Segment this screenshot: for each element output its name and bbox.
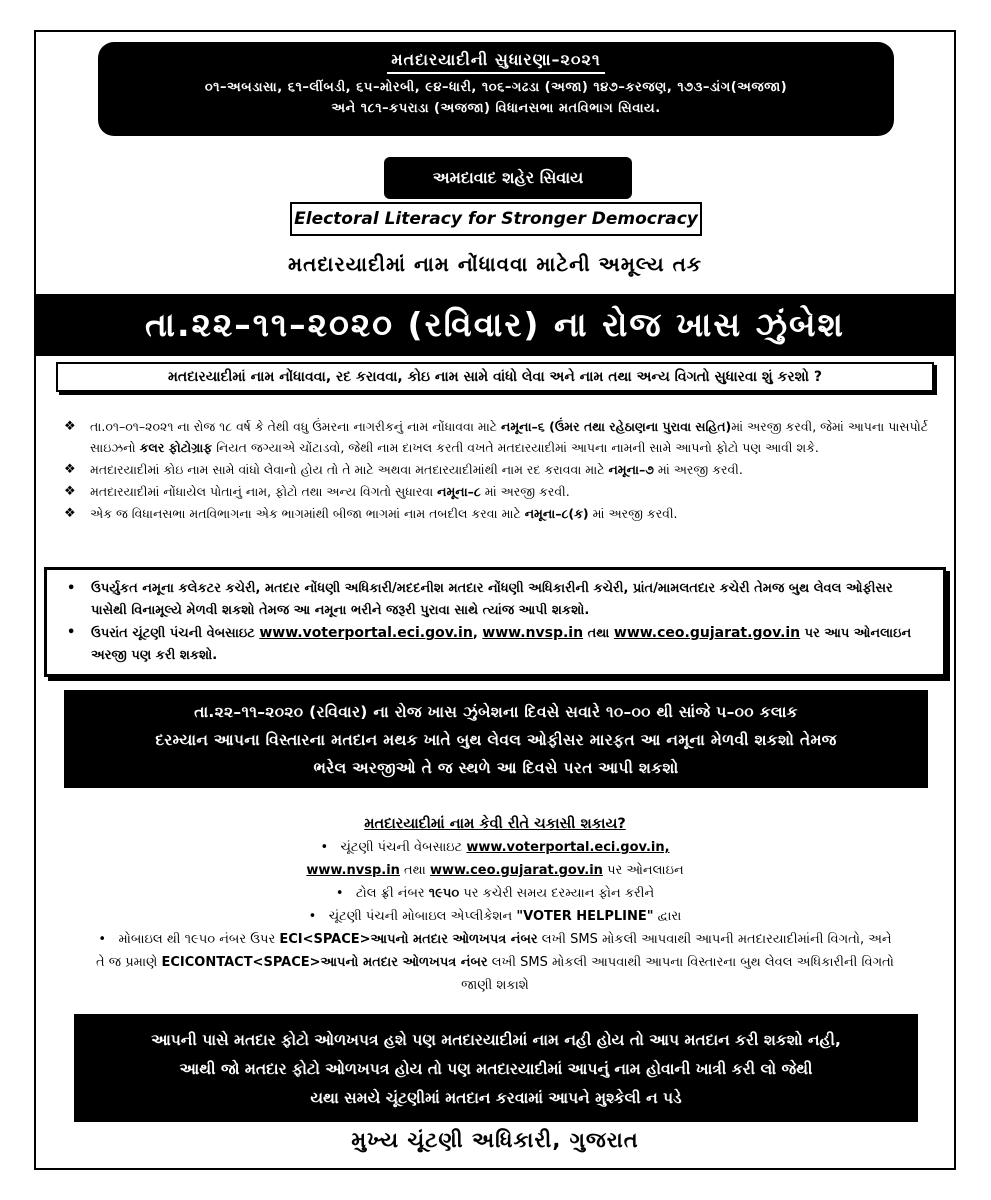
drive-timing-box: તા.૨૨–૧૧–૨૦૨૦ (રવિવાર) ના રોજ ખાસ ઝુંબેશના દિવસે સવારે ૧૦–૦૦ થી સાંજે ૫–૦૦ કલાક દરમ્યાન આપના વિસ્તારના મતદાન મથક ખાતે બુથ લેવલ ઓફીસર મારફત આ નમૂના મેળવી શકશો તેમજ ભરેલ અરજીઓ તે જ સ્થળે આ દિવસે પરત આપી શકશો	[64, 690, 928, 788]
bullet-icon: •	[98, 932, 107, 947]
diamond-bullet-icon: ❖	[64, 419, 76, 434]
voterportal-link[interactable]: www.voterportal.eci.gov.in,	[466, 840, 670, 855]
slogan: Electoral Literacy for Stronger Democracy	[290, 202, 702, 236]
diamond-bullet-icon: ❖	[64, 462, 76, 477]
procedure-item: ❖ મતદારયાદીમાં કોઇ નામ સામે વાંધો લેવાનો હોય તો તે માટે અથવા મતદારયાદીમાંથી નામ રદ કરાવવા માટે નમૂના–૭ માં અરજી કરવી.	[62, 459, 932, 480]
nvsp-link[interactable]: www.nvsp.in	[306, 863, 400, 878]
bullet-icon: •	[320, 840, 329, 855]
form-availability-box	[44, 567, 946, 677]
check-item-sms: • મોબાઇલ થી ૧૯૫૦ નંબર ઉપર ECI<SPACE>આપનો મતદાર ઓળખપત્ર નંબર લખી SMS મોકલી આપવાથી આપની મતદારયાદીમાંની વિગતો, અને તે જ પ્રમાણે ECICONTACT<SPACE>આપનો મતદાર ઓળખપત્ર નંબર લખી SMS મોકલી આપવાથી આપના વિસ્તારના બુથ લેવલ અધિકારીની વિગતો જાણી શકાશે	[96, 932, 894, 993]
check-item-app: • ચૂંટણી પંચની મોબાઇલ એપ્લીકેશન "VOTER HELPLINE" દ્વારા	[308, 909, 682, 924]
check-item-toll-free: • ટોલ ફ્રી નંબર ૧૯૫૦ પર કચેરી સમય દરમ્યાન ફોન કરીને	[335, 886, 655, 901]
header-box	[98, 42, 894, 136]
voterportal-link[interactable]: www.voterportal.eci.gov.in	[259, 625, 473, 641]
drive-date-banner: તા.૨૨–૧૧–૨૦૨૦ (રવિવાર) ના રોજ ખાસ ઝુંબેશ	[34, 294, 956, 356]
procedure-item: ❖ એક જ વિધાનસભા મતવિભાગના એક ભાગમાંથી બીજા ભાગમાં નામ તબદીલ કરવા માટે નમૂના–૮(ક) માં અરજી કરવી.	[62, 503, 932, 524]
exception-label: અમદાવાદ શહેર સિવાય	[384, 157, 632, 199]
ceo-gujarat-link[interactable]: www.ceo.gujarat.gov.in	[613, 625, 801, 641]
procedure-item: ❖ મતદારયાદીમાં નોંધાયેલ પોતાનું નામ, ફોટો તથા અન્ય વિગતો સુધારવા નમૂના–૮ માં અરજી કરવી.	[62, 481, 932, 502]
info-item: • ઉપર્યુકત નમૂના કલેકટર કચેરી, મતદાર નોંધણી અધિકારી/મદદનીશ મતદાર નોંધણી અધિકારીની કચેરી, પ્રાંત/મામલતદાર કચેરી તેમજ બુથ લેવલ ઓફીસર પાસેથી વિનામૂલ્યે મેળવી શકશો તેમજ આ નમૂના ભરીને જરૂરી પુરાવા સાથે ત્યાંજ આપી શકશો.	[67, 578, 933, 622]
bullet-icon: •	[67, 625, 76, 640]
procedure-list	[62, 416, 932, 525]
header-title: મતદારયાદીની સુધારણા–૨૦૨૧	[387, 50, 605, 74]
ceo-gujarat-link[interactable]: www.ceo.gujarat.gov.in	[429, 863, 603, 878]
check-name-section	[34, 813, 956, 997]
procedure-item: ❖ તા.૦૧–૦૧–૨૦૨૧ ના રોજ ૧૮ વર્ષ કે તેથી વધુ ઉંમરના નાગરીકનું નામ નોંધાવવા માટે નમૂના–૬ (ઉંમર તથા રહેઠાણના પુરાવા સહિત)માં અરજી કરવી, જેમાં આપના પાસપોર્ટ સાઇઝનો કલર ફોટોગ્રાફ નિયત જગ્યાએ ચોંટાડવો, જેથી નામ દાખલ કરતી વખતે મતદારયાદીમાં આપના નામની સામે આપનો ફોટો પણ આવી શકે.	[62, 416, 932, 458]
check-title: મતદારયાદીમાં નામ કેવી રીતે ચકાસી શકાય?	[364, 816, 626, 832]
bullet-icon: •	[308, 909, 317, 924]
diamond-bullet-icon: ❖	[64, 484, 76, 499]
question-bar: મતદારયાદીમાં નામ નોંધાવવા, રદ કરાવવા, કોઇ નામ સામે વાંધો લેવા અને નામ તથા અન્ય વિગતો સુધારવા શું કરશો ?	[56, 362, 934, 392]
diamond-bullet-icon: ❖	[64, 506, 76, 521]
bullet-icon: •	[67, 581, 76, 596]
header-line-2: અને ૧૮૧–કપરાડા (અજજા) વિધાનસભા મતવિભાગ સિવાય.	[331, 101, 661, 116]
info-item: • ઉપરાંત ચૂંટણી પંચની વેબસાઇટ www.voterportal.eci.gov.in, www.nvsp.in તથા www.ceo.gujarat.gov.in પર આપ ઓનલાઇન અરજી પણ કરી શકશો.	[67, 622, 933, 667]
nvsp-link[interactable]: www.nvsp.in	[482, 625, 584, 641]
issuer-signature: મુખ્ય ચૂંટણી અધિકારી, ગુજરાત	[351, 1128, 639, 1152]
subtitle: મતદારયાદીમાં નામ નોંધાવવા માટેની અમૂલ્ય તક	[287, 252, 702, 276]
header-line-1: ૦૧–અબડાસા, ૬૧–લીંબડી, ૬૫–મોરબી, ૯૪–ધારી, ૧૦૬–ગઢડા (અજા) ૧૪૭–કરજણ, ૧૭૩–ડાંગ(અજજા)	[204, 80, 788, 95]
check-item-website-cont: www.nvsp.in તથા www.ceo.gujarat.gov.in પર ઓનલાઇન	[306, 863, 684, 878]
warning-box: આપની પાસે મતદાર ફોટો ઓળખપત્ર હશે પણ મતદારયાદીમાં નામ નહી હોય તો આપ મતદાન કરી શકશો નહી, આથી જો મતદાર ફોટો ઓળખપત્ર હોય તો પણ મતદારયાદીમાં આપનું નામ હોવાની ખાત્રી કરી લો જેથી યથા સમયે ચૂંટણીમાં મતદાન કરવામાં આપને મુશ્કેલી ન પડે	[74, 1014, 918, 1122]
check-item-website: • ચૂંટણી પંચની વેબસાઇટ www.voterportal.eci.gov.in,	[320, 840, 670, 855]
bullet-icon: •	[335, 886, 344, 901]
